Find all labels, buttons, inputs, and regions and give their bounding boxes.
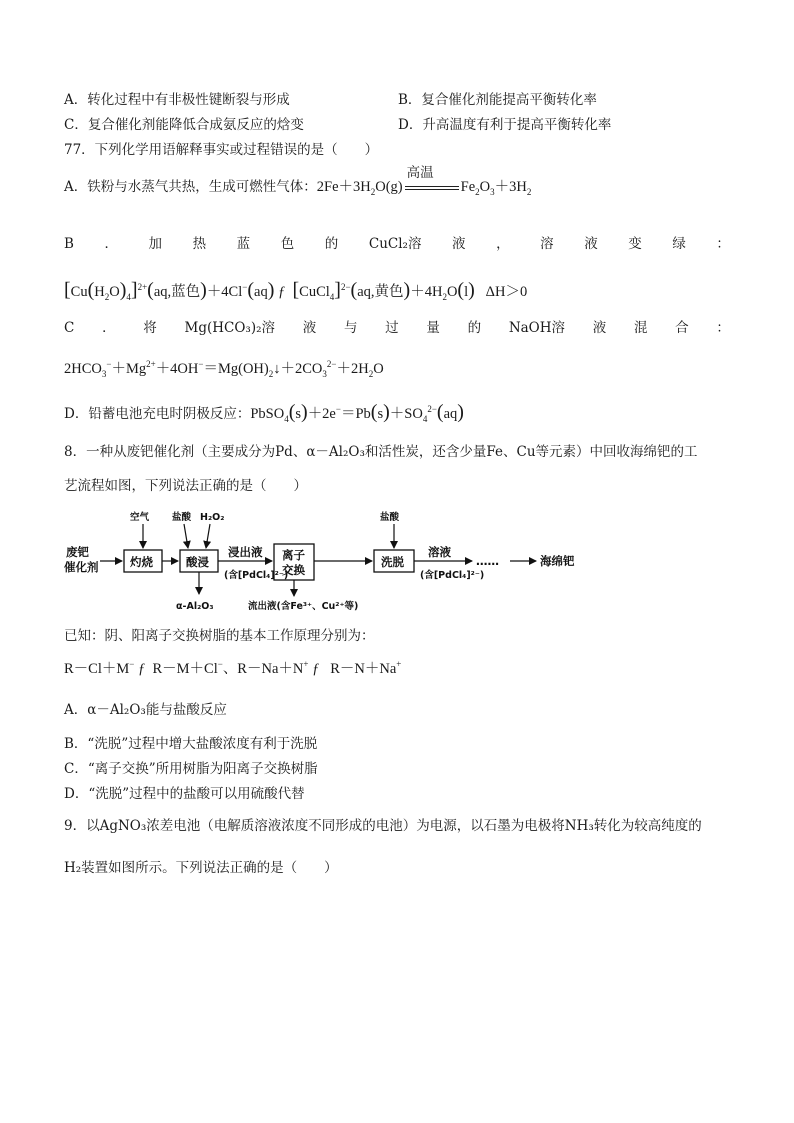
q77-c-char: ：: [716, 320, 730, 336]
q77-b-char: 变: [628, 236, 642, 252]
q77-c-char: Mg(HCO₃)₂溶: [184, 320, 275, 336]
q77-option-a-text: A．铁粉与水蒸气共热，生成可燃性气体：: [64, 179, 317, 195]
q77-b-char: 绿: [672, 236, 686, 252]
flow-input-label-2: 催化剂: [64, 560, 99, 574]
q77-b-char: 溶: [540, 236, 554, 252]
q77-option-b-equation: $[Cu(H_2O)_4]^{2+}(aq$,蓝色)＋4Cl−(aq) ƒ [CuCl$_4$]$^{2-}$(aq,黄色)$+4H_2O(l)$ ΔH＞0: [64, 279, 528, 302]
q77-stem: 77．下列化学用语解释事实或过程错误的是（ ）: [64, 142, 379, 158]
q77-option-d-equation: $PbSO_4(s)+2e^-=Pb(s)+SO_4^{2-}(aq)$: [250, 401, 464, 424]
q7-option-d: D．升高温度有利于提高平衡转化率: [398, 117, 612, 133]
flow-step-ion-exchange-label-2: 交换: [282, 563, 305, 577]
q77-b-char: ：: [716, 236, 730, 252]
flow-hcl-label-1: 盐酸: [172, 512, 192, 523]
q77-b-char: 液: [584, 236, 598, 252]
q77-c-char: 液: [592, 320, 607, 336]
q77-c-char: 混: [633, 320, 648, 336]
flow-hcl-label-2: 盐酸: [380, 512, 400, 523]
q8-resin-equations: R－Cl＋M− ƒ R－M＋Cl−、R－Na＋N+ ƒ R－N＋Na+: [64, 659, 402, 677]
q77-b-char: ，: [496, 236, 510, 252]
q77-c-char: 合: [675, 320, 689, 336]
q77-option-c-equation: $2HCO_3^-+Mg^{2+}+4OH^-=Mg(OH)_2↓+2CO_3^{2-}+2H_2O$: [64, 359, 384, 379]
q77-b-char: CuCl₂溶: [368, 236, 422, 252]
q77-option-d-text: D．铅蓄电池充电时阴极反应：: [64, 406, 251, 422]
q77-c-char: C: [64, 320, 75, 336]
q77-option-a-equation: $2Fe+3H_2O(g)$ 高温 $Fe_2O_3+3H_2$: [316, 164, 532, 197]
q77-b-char: 色: [280, 236, 295, 252]
flow-air-label: 空气: [130, 512, 150, 523]
q77-c-char: 液: [302, 320, 317, 336]
q77-c-char: 量: [426, 320, 440, 336]
flow-ellipsis: ……: [476, 554, 499, 568]
q77-option-c-header: [64, 322, 730, 336]
q77-b-char: 热: [192, 236, 207, 252]
q77-b-char: B: [64, 236, 74, 252]
flow-step-roast-label: 灼烧: [130, 555, 153, 569]
q77-b-color2: aq,黄色: [357, 284, 404, 300]
q77-c-char: 与: [343, 320, 358, 336]
flow-leachate-sub: (含[PdCl₄]²⁻): [224, 570, 289, 581]
q8-stem-line2: 艺流程如图，下列说法正确的是（ ）: [64, 478, 307, 494]
flow-arrow: [206, 524, 210, 548]
q7-option-c: C．复合催化剂能降低合成氨反应的焓变: [64, 117, 304, 133]
q77-b-char: 蓝: [236, 236, 251, 252]
q77-c-char: 将: [143, 320, 157, 336]
q77-c-char: NaOH溶: [508, 320, 566, 336]
q8-option-c: C．“离子交换”所用树脂为阳离子交换树脂: [64, 761, 318, 777]
flow-step-ion-exchange-label-1: 离子: [282, 548, 305, 562]
q9-stem-line2: H₂装置如图所示。下列说法正确的是（ ）: [64, 860, 338, 876]
q77-b-color1: aq,蓝色: [153, 284, 201, 300]
q77-c-char: 的: [467, 320, 482, 336]
q77-option-d: [64, 402, 464, 422]
q8-process-flowchart: [64, 508, 604, 618]
q7-option-a: A．转化过程中有非极性键断裂与形成: [64, 92, 290, 108]
q77-b-char: 加: [148, 236, 163, 252]
q8-option-a: A．α－Al₂O₃能与盐酸反应: [64, 702, 227, 718]
flow-arrow: [184, 524, 188, 548]
flow-leachate-label: 浸出液: [228, 545, 263, 559]
q77-b-char: 液: [452, 236, 466, 252]
q77-b-char: 的: [324, 236, 339, 252]
flow-step-elution-label: 洗脱: [381, 555, 404, 569]
q8-stem-line1: 8．一种从废钯催化剂（主要成分为Pd、α－Al₂O₃和活性炭，还含少量Fe、Cu等元素）中回收海绵钯的工: [64, 444, 698, 460]
q8-option-d: D．“洗脱”过程中的盐酸可以用硫酸代替: [64, 786, 305, 802]
flow-residue-label: α-Al₂O₃: [176, 601, 214, 612]
flow-step-acid-leach-label: 酸浸: [186, 555, 209, 569]
flow-product-label: 海绵钯: [540, 554, 575, 568]
flow-solution-sub: (含[PdCl₄]²⁻): [420, 570, 485, 581]
q77-c-char: 过: [385, 320, 399, 336]
q77-option-a-condition: 高温: [406, 164, 434, 181]
q8-known: 已知：阴、阳离子交换树脂的基本工作原理分别为：: [64, 628, 375, 644]
flow-effluent-label: 流出液(含Fe³⁺、Cu²⁺等): [248, 601, 359, 612]
flow-h2o2-label: H₂O₂: [200, 512, 225, 523]
q77-c-char: ．: [102, 320, 116, 336]
flow-solution-label: 溶液: [428, 545, 451, 559]
q8-option-b: B．“洗脱”过程中增大盐酸浓度有利于洗脱: [64, 736, 318, 752]
q77-option-b-header: [64, 238, 730, 252]
flow-input-label: 废钯: [66, 545, 89, 559]
q77-b-char: ．: [104, 236, 118, 252]
q7-option-b: B．复合催化剂能提高平衡转化率: [398, 92, 597, 108]
q77-option-a: [64, 164, 532, 197]
q9-stem-line1: 9．以AgNO₃浓差电池（电解质溶液浓度不同形成的电池）为电源，以石墨为电极将NH₃转化为较高纯度的: [64, 818, 702, 834]
